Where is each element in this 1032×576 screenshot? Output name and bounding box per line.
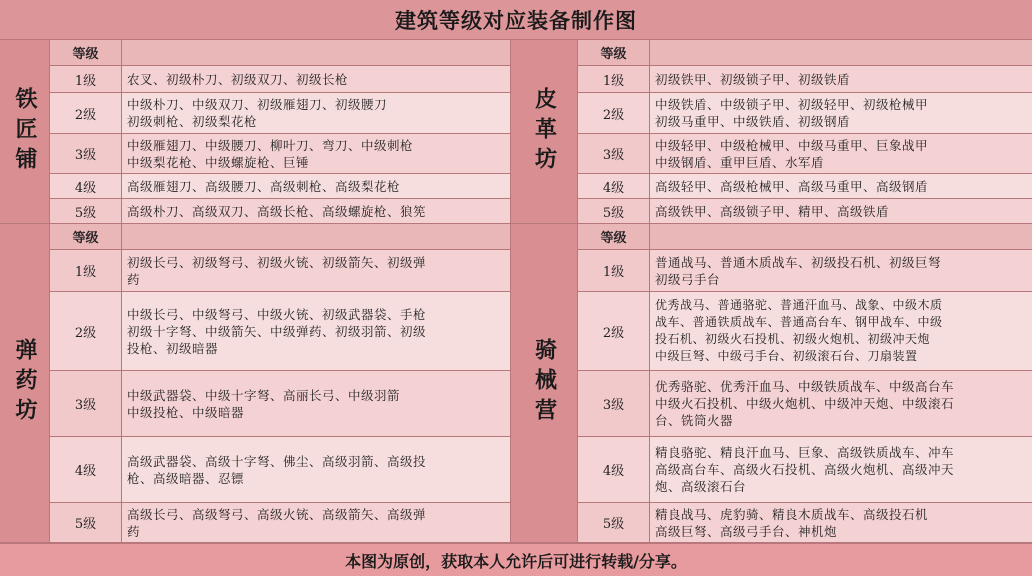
table-row	[578, 93, 1032, 134]
items-cell: 高级朴刀、高级双刀、高级长枪、高级螺旋枪、狼筅	[122, 199, 510, 223]
table-row	[50, 134, 510, 174]
table-row	[578, 371, 1032, 437]
level-cell: 2级	[50, 93, 122, 133]
items-cell: 高级轻甲、高级枪械甲、高级马重甲、高级钢盾	[650, 174, 1032, 198]
items-cell: 中级朴刀、中级双刀、初级雁翅刀、初级腰刀 初级刺枪、初级梨花枪	[122, 93, 510, 133]
items-cell: 普通战马、普通木质战车、初级投石机、初级巨弩 初级弓手台	[650, 250, 1032, 291]
level-cell: 5级	[578, 503, 650, 542]
level-cell: 4级	[50, 437, 122, 502]
footer-note: 本图为原创，获取本人允许后可进行转载/分享。	[0, 543, 1032, 576]
shop-label-text: 骑械营	[531, 338, 558, 428]
items-cell: 高级长弓、高级弩弓、高级火铳、高级箭矢、高级弹 药	[122, 503, 510, 542]
shop-label-ammunition	[0, 224, 50, 543]
level-cell: 3级	[578, 134, 650, 173]
level-cell: 5级	[50, 503, 122, 542]
page-title: 建筑等级对应装备制作图	[0, 0, 1032, 40]
level-header: 等级	[50, 40, 122, 65]
table-row	[50, 437, 510, 503]
level-cell: 1级	[578, 66, 650, 92]
level-cell: 1级	[50, 250, 122, 291]
shop-label-text: 皮革坊	[531, 86, 558, 177]
table-row	[50, 174, 510, 199]
level-cell: 1级	[50, 66, 122, 92]
items-header	[122, 40, 510, 65]
items-header	[122, 224, 510, 249]
items-cell: 初级铁甲、初级锁子甲、初级铁盾	[650, 66, 1032, 92]
level-cell: 5级	[578, 199, 650, 223]
items-cell: 精良战马、虎豹骑、精良木质战车、高级投石机 高级巨弩、高级弓手台、神机炮	[650, 503, 1032, 542]
table-row	[50, 66, 510, 93]
shop-label-leather	[510, 40, 578, 224]
level-cell: 2级	[50, 292, 122, 370]
level-cell: 2级	[578, 292, 650, 370]
table-row	[50, 199, 510, 224]
level-header: 等级	[50, 224, 122, 249]
items-header	[650, 224, 1032, 249]
table-row	[578, 250, 1032, 292]
level-cell: 4级	[578, 174, 650, 198]
items-cell: 优秀战马、普通骆驼、普通汗血马、战象、中级木质 战车、普通铁质战车、普通高台车、钢甲战车、中级 投石机、初级火石投机、初级火炮机、初级冲天炮 中级巨弩、中级弓手台、初级滚石台、刀扇装置	[650, 292, 1032, 370]
items-cell: 中级雁翅刀、中级腰刀、柳叶刀、弯刀、中级刺枪 中级梨花枪、中级螺旋枪、巨锤	[122, 134, 510, 173]
table-header-row	[50, 224, 510, 250]
table-row	[50, 503, 510, 543]
table-row	[578, 292, 1032, 371]
items-cell: 中级长弓、中级弩弓、中级火铳、初级武器袋、手枪 初级十字弩、中级箭矢、中级弹药、初级羽箭、初级 投枪、初级暗器	[122, 292, 510, 370]
table-row	[50, 292, 510, 371]
shop-label-text: 铁匠铺	[12, 86, 38, 177]
items-cell: 中级铁盾、中级锁子甲、初级轻甲、初级枪械甲 初级马重甲、中级铁盾、初级钢盾	[650, 93, 1032, 133]
items-cell: 高级铁甲、高级锁子甲、精甲、高级铁盾	[650, 199, 1032, 223]
table-header-row	[50, 40, 510, 66]
table-row	[50, 93, 510, 134]
table-header-row	[578, 224, 1032, 250]
items-cell: 中级轻甲、中级枪械甲、中级马重甲、巨象战甲 中级钢盾、重甲巨盾、水军盾	[650, 134, 1032, 173]
items-cell: 高级武器袋、高级十字弩、佛尘、高级羽箭、高级投 枪、高级暗器、忍镖	[122, 437, 510, 502]
shop-label-cavalry	[510, 224, 578, 543]
level-cell: 4级	[50, 174, 122, 198]
items-cell: 精良骆驼、精良汗血马、巨象、高级铁质战车、冲车 高级高台车、高级火石投机、高级火炮机、高级冲天 炮、高级滚石台	[650, 437, 1032, 502]
table-row	[578, 134, 1032, 174]
level-cell: 3级	[50, 371, 122, 436]
level-cell: 5级	[50, 199, 122, 223]
level-cell: 1级	[578, 250, 650, 291]
items-cell: 初级长弓、初级弩弓、初级火铳、初级箭矢、初级弹 药	[122, 250, 510, 291]
items-cell: 高级雁翅刀、高级腰刀、高级刺枪、高级梨花枪	[122, 174, 510, 198]
table-row	[50, 250, 510, 292]
table-row	[578, 503, 1032, 543]
items-header	[650, 40, 1032, 65]
table-row	[578, 66, 1032, 93]
level-header: 等级	[578, 40, 650, 65]
items-cell: 中级武器袋、中级十字弩、高丽长弓、中级羽箭 中级投枪、中级暗器	[122, 371, 510, 436]
items-cell: 农叉、初级朴刀、初级双刀、初级长枪	[122, 66, 510, 92]
table-row	[50, 371, 510, 437]
level-cell: 3级	[578, 371, 650, 436]
table-header-row	[578, 40, 1032, 66]
level-header: 等级	[578, 224, 650, 249]
level-cell: 4级	[578, 437, 650, 502]
level-cell: 3级	[50, 134, 122, 173]
shop-label-text: 弹药坊	[12, 338, 38, 428]
level-cell: 2级	[578, 93, 650, 133]
shop-label-blacksmith	[0, 40, 50, 224]
table-row	[578, 174, 1032, 199]
items-cell: 优秀骆驼、优秀汗血马、中级铁质战车、中级高台车 中级火石投机、中级火炮机、中级冲天炮、中级滚石 台、铣筒火器	[650, 371, 1032, 436]
table-row	[578, 199, 1032, 224]
table-row	[578, 437, 1032, 503]
